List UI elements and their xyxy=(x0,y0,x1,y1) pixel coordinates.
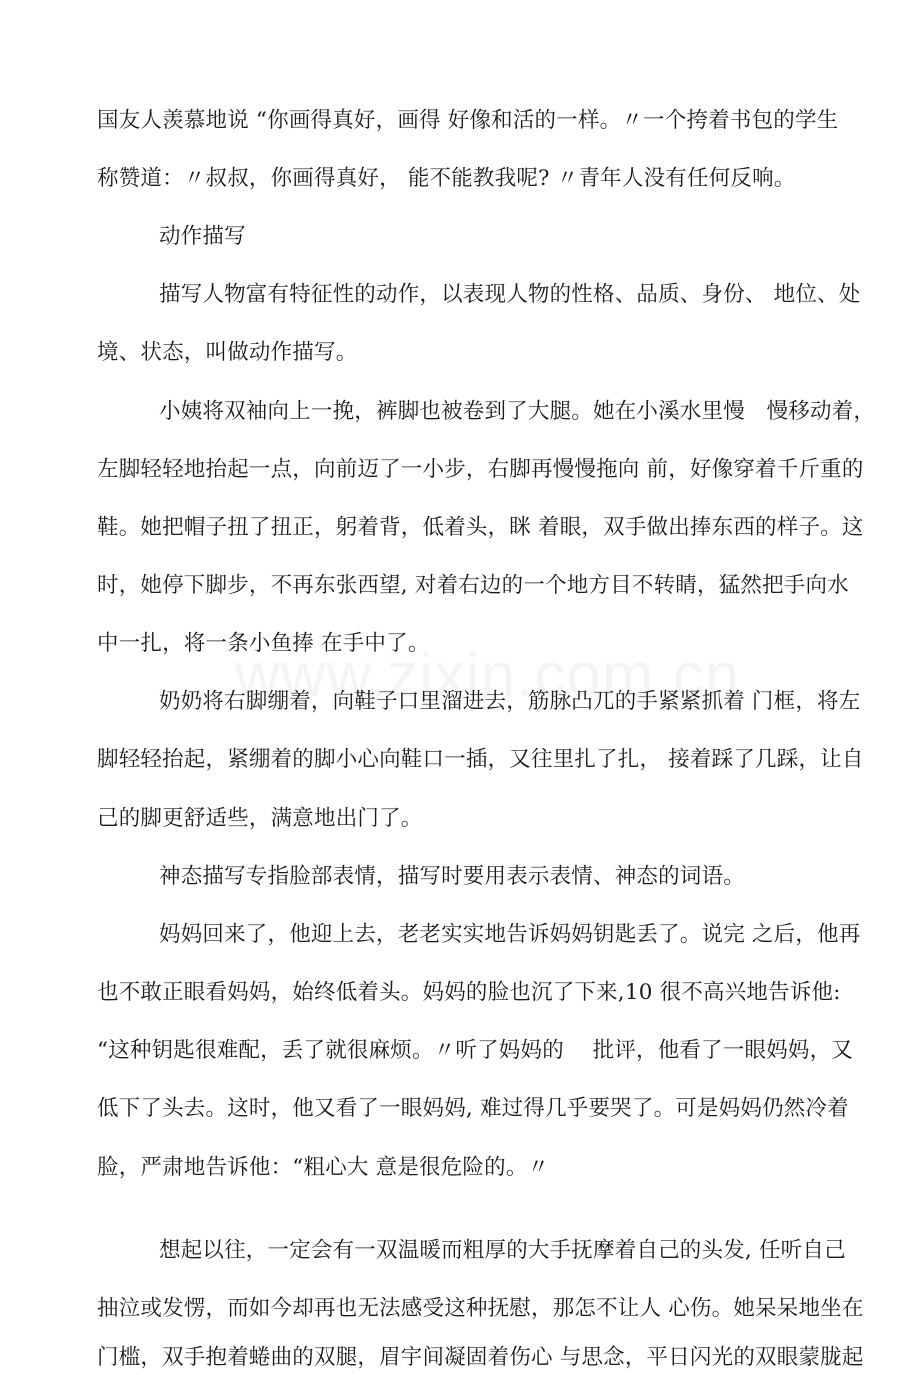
text-line: 脸，严肃地告诉他：“粗心大 意是很危险的。〃 xyxy=(97,1155,550,1180)
text-line: 境、状态，叫做动作描写。 xyxy=(97,340,358,365)
text-line: 己的脚更舒适些，满意地出门了。 xyxy=(97,806,423,831)
text-line: 鞋。她把帽子扭了扭正，躬着背，低着头，眯 着眼，双手做出捧东西的样子。这 xyxy=(97,515,864,540)
text-line: 也不敢正眼看妈妈，始终低着头。妈妈的脸也沉了下来,10 很不高兴地告诉他: xyxy=(97,980,841,1005)
text-line: 奶奶将右脚绷着，向鞋子口里溜进去，筋脉凸兀的手紧紧抓着 门框，将左 xyxy=(159,689,861,714)
text-line: “这种钥匙很难配，丢了就很麻烦。〃听了妈妈的 批评，他看了一眼妈妈，又 xyxy=(97,1038,854,1063)
text-line: 抽泣或发愣，而如今却再也无法感受这种抚慰，那怎不让人 心伤。她呆呆地坐在 xyxy=(97,1296,864,1321)
text-line: 国友人羡慕地说 “你画得真好，画得 好像和活的一样。〃一个挎着书包的学生 xyxy=(97,108,839,133)
text-line: 脚轻轻抬起，紧绷着的脚小心向鞋口一插，又往里扎了扎， 接着踩了几踩，让自 xyxy=(97,747,864,772)
text-line: 神态描写专指脸部表情，描写时要用表示表情、神态的词语。 xyxy=(159,864,745,889)
text-line: 低下了头去。这时，他又看了一眼妈妈, 难过得几乎要哭了。可是妈妈仍然冷着 xyxy=(97,1096,849,1121)
section-heading: 动作描写 xyxy=(159,224,246,249)
text-line: 想起以往，一定会有一双温暖而粗厚的大手抚摩着自己的头发, 任听自己 xyxy=(159,1238,846,1263)
text-line: 左脚轻轻地抬起一点，向前迈了一小步，右脚再慢慢拖向 前，好像穿着千斤重的 xyxy=(97,457,864,482)
text-line: 小姨将双袖向上一挽，裤脚也被卷到了大腿。她在小溪水里慢 慢移动着， xyxy=(159,399,876,424)
text-line: 门槛，双手抱着蜷曲的双腿，眉宇间凝固着伤心 与思念，平日闪光的双眼蒙胧起 xyxy=(97,1345,864,1370)
text-line: 妈妈回来了，他迎上去，老老实实地告诉妈妈钥匙丢了。说完 之后，他再 xyxy=(159,922,861,947)
text-line: 时，她停下脚步，不再东张西望, 对着右边的一个地方目不转睛，猛然把手向水 xyxy=(97,573,849,598)
text-line: 中一扎，将一条小鱼捧 在手中了。 xyxy=(97,631,430,656)
text-line: 描写人物富有特征性的动作，以表现人物的性格、品质、身份、 地位、处 xyxy=(159,282,861,307)
text-line: 称赞道：〃叔叔，你画得真好， 能不能教我呢? 〃青年人没有任何反响。 xyxy=(97,166,796,191)
